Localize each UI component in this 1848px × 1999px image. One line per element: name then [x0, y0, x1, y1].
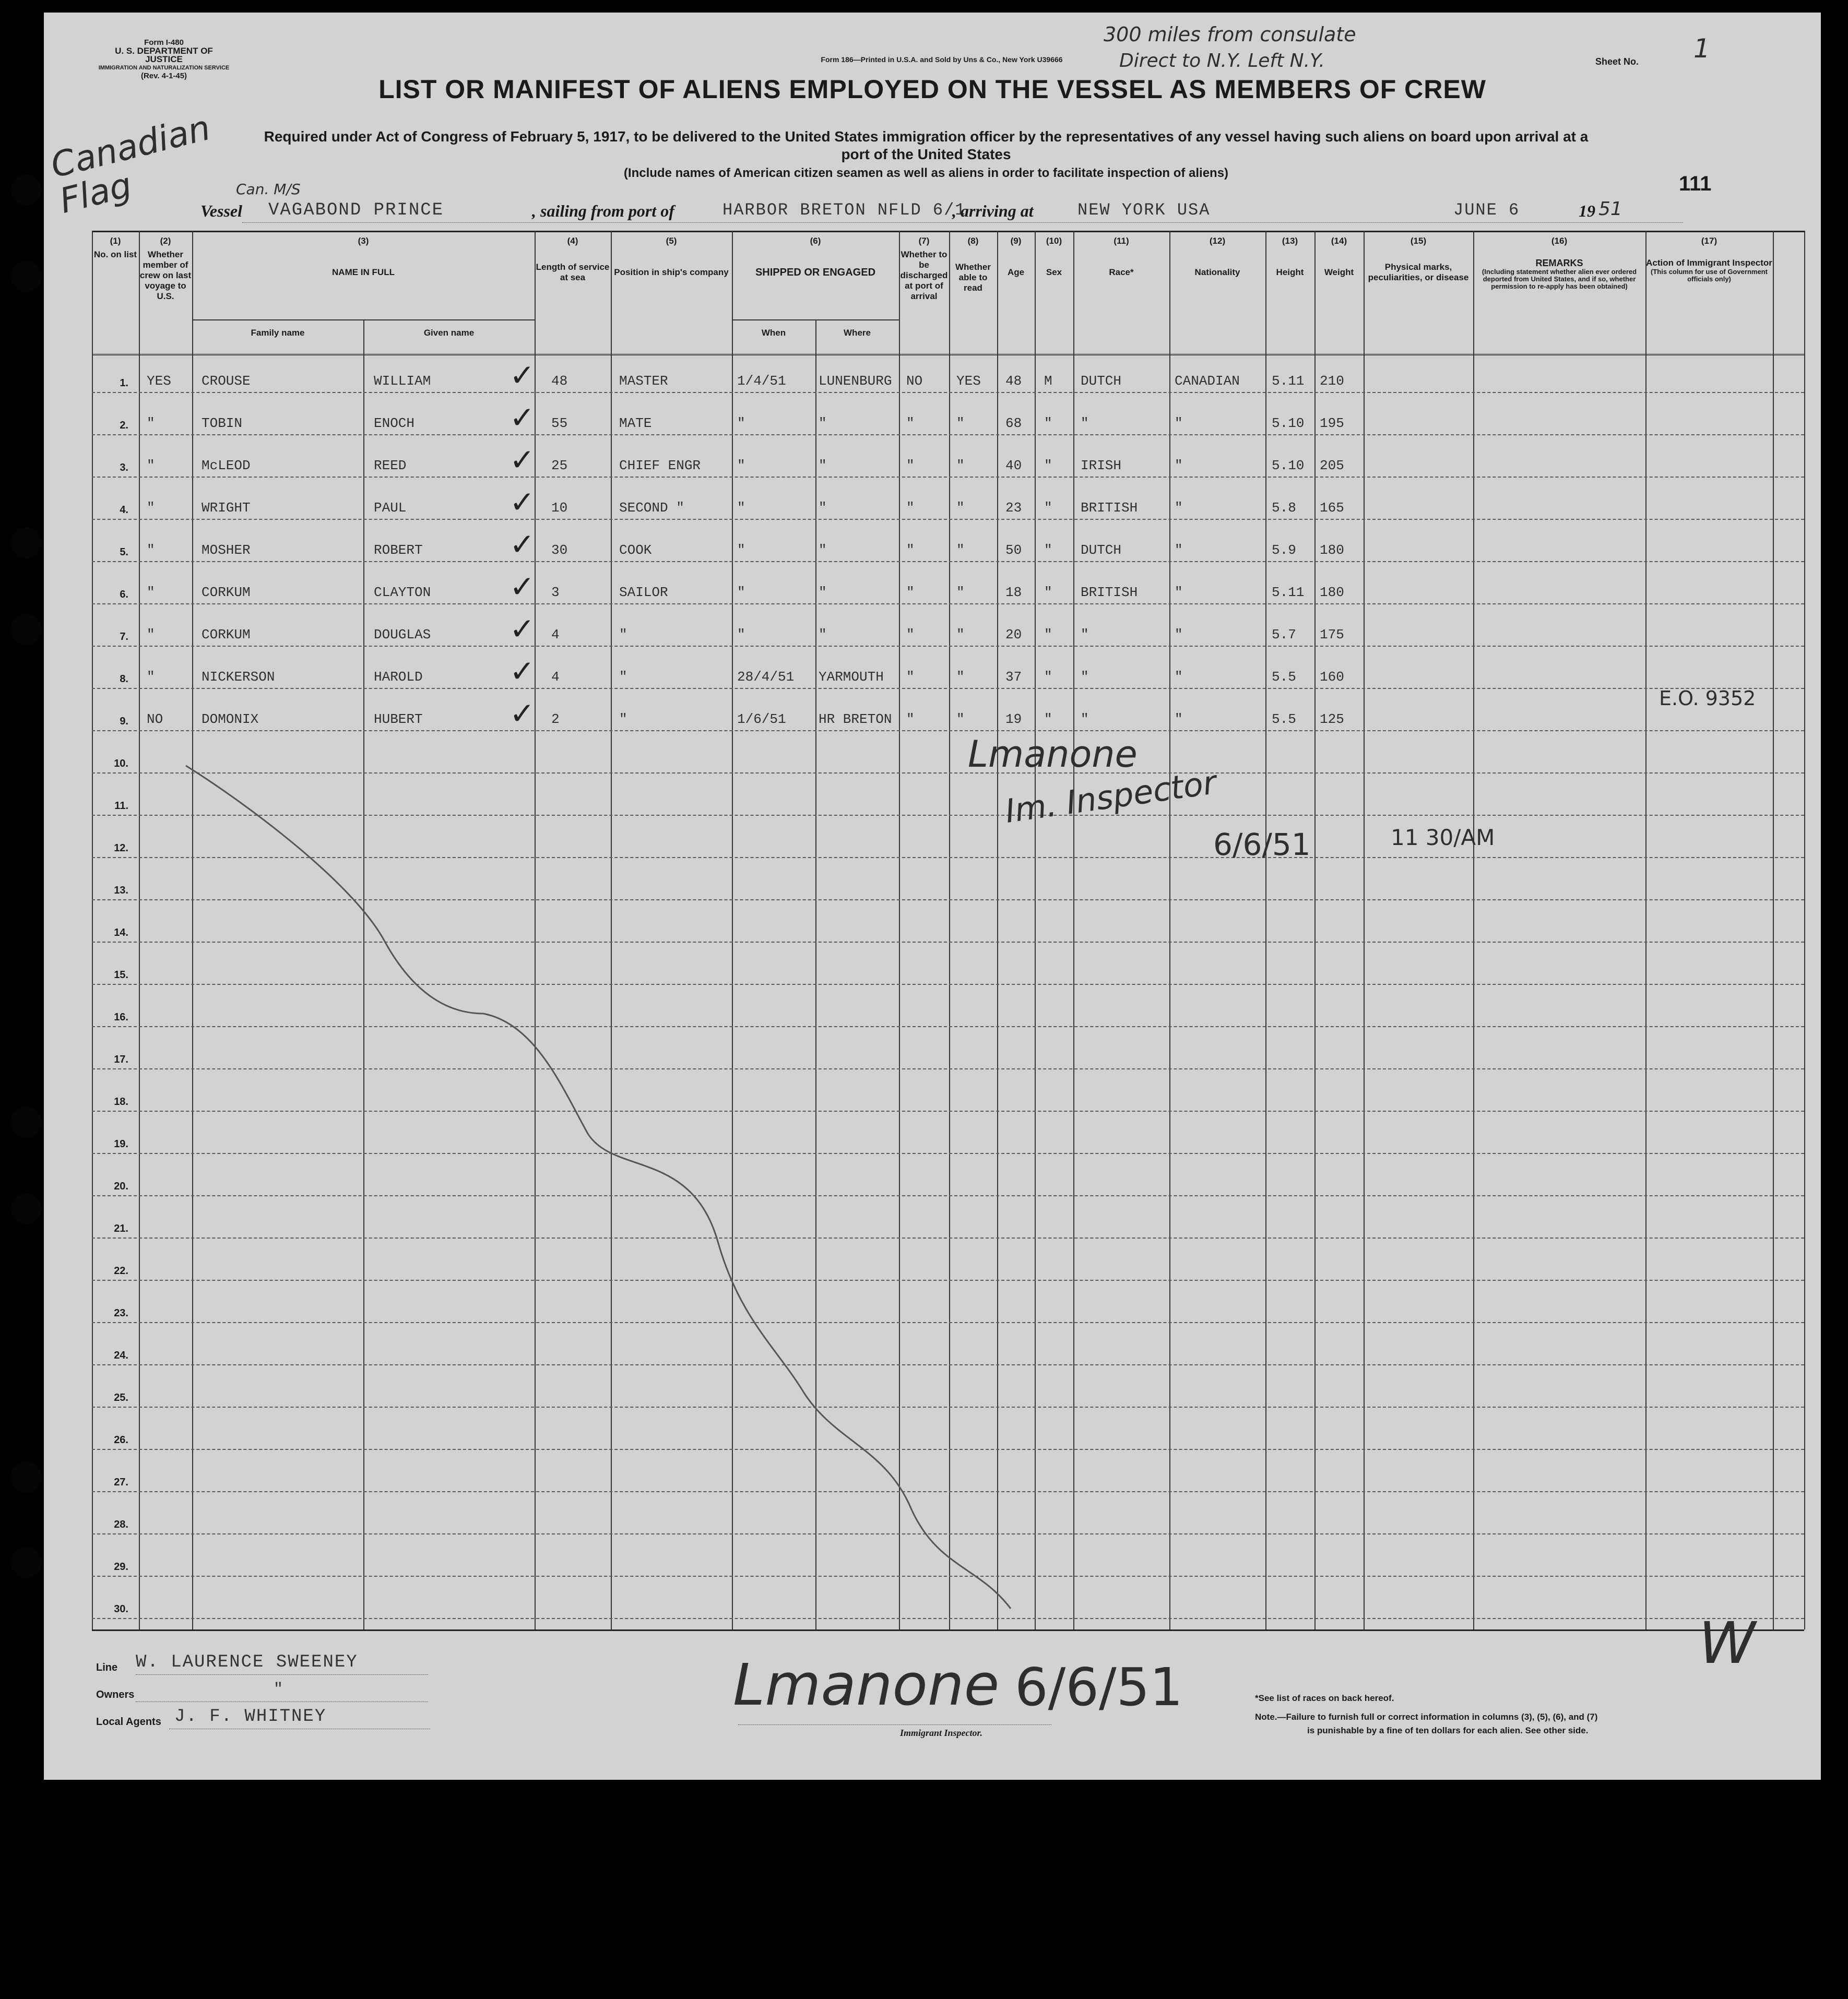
- cell-when: 1/6/51: [737, 711, 786, 727]
- cell-weight: 160: [1320, 669, 1344, 685]
- note-line-2: is punishable by a fine of ten dollars for each alien. See other side.: [1307, 1726, 1589, 1735]
- check-mark: ✓: [510, 358, 535, 393]
- cell-where: ": [819, 415, 827, 431]
- cell-position: ": [619, 669, 627, 685]
- cell-when: ": [737, 627, 745, 642]
- cell-service: 4: [551, 669, 560, 685]
- col-2-header: (2) Whether member of crew on last voyage to U.S.: [139, 236, 192, 301]
- cell-sex: M: [1044, 373, 1052, 389]
- cell-service: 30: [551, 542, 568, 558]
- cell-weight: 125: [1320, 711, 1344, 727]
- cell-position: MATE: [619, 415, 652, 431]
- cell-age: 23: [1005, 500, 1022, 516]
- cell-height: 5.9: [1272, 542, 1296, 558]
- col-10-header: (10) Sex: [1046, 236, 1062, 277]
- footer-signature: Lmanone: [733, 1651, 1000, 1718]
- col-1-header: (1) No. on list: [93, 236, 137, 259]
- cell-where: ": [819, 627, 827, 642]
- check-mark: ✓: [510, 442, 535, 478]
- cell-weight: 180: [1320, 542, 1344, 558]
- cell-height: 5.5: [1272, 711, 1296, 727]
- action-note: E.O. 9352: [1659, 687, 1756, 710]
- cell-where: HR BRETON: [819, 711, 892, 727]
- col-8-header: (8) Whether able to read: [955, 236, 991, 293]
- punch-hole: [10, 174, 42, 206]
- row-number: 8.: [120, 673, 128, 685]
- cell-position: COOK: [619, 542, 652, 558]
- check-mark: ✓: [510, 611, 535, 647]
- cell-sex: ": [1044, 415, 1052, 431]
- races-note: *See list of races on back hereof.: [1255, 1693, 1394, 1703]
- sheet-label: Sheet No.: [1595, 56, 1639, 67]
- cell-age: 48: [1005, 373, 1022, 389]
- cell-nationality: ": [1175, 585, 1183, 600]
- check-mark: ✓: [510, 400, 535, 435]
- row-number: 29.: [114, 1561, 128, 1573]
- cell-service: 3: [551, 585, 560, 600]
- col-6-header: (6) SHIPPED OR ENGAGED: [755, 236, 876, 278]
- row-number: 21.: [114, 1223, 128, 1234]
- cell-race: ": [1081, 669, 1089, 685]
- year-printed: 19: [1579, 201, 1595, 220]
- cell-race: ": [1081, 711, 1089, 727]
- col-13-header: (13) Height: [1276, 236, 1304, 277]
- cell-when: ": [737, 415, 745, 431]
- cell-read: ": [956, 627, 965, 642]
- col-7-header: (7) Whether to be discharged at port of arrival: [900, 236, 948, 301]
- cell-sex: ": [1044, 458, 1052, 473]
- cell-position: MASTER: [619, 373, 668, 389]
- row-number: 3.: [120, 462, 128, 473]
- crew-table: [92, 231, 1804, 1629]
- vessel-name: VAGABOND PRINCE: [268, 200, 444, 220]
- col-3-header: (3) NAME IN FULL: [332, 236, 395, 277]
- row-number: 22.: [114, 1265, 128, 1277]
- punch-hole: [10, 1461, 42, 1493]
- cell-nationality: ": [1175, 500, 1183, 516]
- col-5-header: (5) Position in ship's company: [614, 236, 729, 277]
- cell-prev: ": [147, 458, 155, 473]
- cell-read: ": [956, 542, 965, 558]
- cell-nationality: ": [1175, 711, 1183, 727]
- cell-read: ": [956, 711, 965, 727]
- cell-discharged: ": [906, 585, 915, 600]
- cell-position: CHIEF ENGR: [619, 458, 701, 473]
- cell-height: 5.5: [1272, 669, 1296, 685]
- initial-mark: W: [1699, 1610, 1756, 1676]
- cell-race: ": [1081, 415, 1089, 431]
- row-number: 19.: [114, 1138, 128, 1150]
- when-header: When: [761, 328, 786, 338]
- sailing-from: HARBOR BRETON NFLD 6/1: [722, 200, 966, 220]
- cell-prev: NO: [147, 711, 163, 727]
- cell-discharged: ": [906, 627, 915, 642]
- printer-line: Form 186—Printed in U.S.A. and Sold by Uns & Co., New York U39666: [821, 55, 1063, 64]
- row-number: 26.: [114, 1434, 128, 1446]
- cell-age: 20: [1005, 627, 1022, 642]
- cell-service: 10: [551, 500, 568, 516]
- cell-sex: ": [1044, 542, 1052, 558]
- cancel-line: [92, 231, 1804, 1629]
- cell-when: ": [737, 542, 745, 558]
- row-number: 7.: [120, 631, 128, 642]
- cell-where: ": [819, 500, 827, 516]
- family-name-header: Family name: [251, 328, 305, 338]
- cell-given: REED: [374, 458, 407, 473]
- row-number: 16.: [114, 1012, 128, 1023]
- footer-signature-date: 6/6/51: [1015, 1657, 1183, 1718]
- arriving-label: , arriving at: [952, 201, 1034, 220]
- cell-given: WILLIAM: [374, 373, 431, 389]
- line-value: W. LAURENCE SWEENEY: [136, 1652, 358, 1672]
- year-hand: 51: [1598, 198, 1622, 220]
- cell-prev: ": [147, 585, 155, 600]
- cell-sex: ": [1044, 500, 1052, 516]
- cell-service: 25: [551, 458, 568, 473]
- cell-height: 5.10: [1272, 458, 1305, 473]
- owners-value: ": [274, 1681, 285, 1698]
- cell-weight: 210: [1320, 373, 1344, 389]
- inspector-signature: Lmanone: [968, 733, 1138, 776]
- cell-nationality: ": [1175, 627, 1183, 642]
- cell-weight: 165: [1320, 500, 1344, 516]
- cell-read: ": [956, 669, 965, 685]
- cell-weight: 175: [1320, 627, 1344, 642]
- cell-height: 5.11: [1272, 373, 1305, 389]
- cell-position: SECOND ": [619, 500, 684, 516]
- inspection-time: 11 30/AM: [1391, 825, 1495, 850]
- cell-given: ROBERT: [374, 542, 423, 558]
- cell-discharged: ": [906, 542, 915, 558]
- owners-label: Owners: [96, 1689, 135, 1700]
- col-14-header: (14) Weight: [1324, 236, 1354, 277]
- row-number: 2.: [120, 420, 128, 431]
- row-number: 13.: [114, 885, 128, 896]
- check-mark: ✓: [510, 569, 535, 604]
- agents-label: Local Agents: [96, 1716, 161, 1728]
- cell-position: ": [619, 711, 627, 727]
- sheet-number: 1: [1693, 33, 1710, 64]
- cell-given: CLAYTON: [374, 585, 431, 600]
- required-line-1: Required under Act of Congress of February 5, 1917, to be delivered to the United States immigration officer by the representatives of any vessel having such aliens on board upon arrival at a: [264, 128, 1589, 145]
- punch-hole: [10, 614, 42, 645]
- cell-when: 1/4/51: [737, 373, 786, 389]
- cell-nationality: ": [1175, 458, 1183, 473]
- cell-age: 18: [1005, 585, 1022, 600]
- cell-age: 50: [1005, 542, 1022, 558]
- col-11-header: (11) Race*: [1109, 236, 1134, 277]
- cell-race: DUTCH: [1081, 373, 1122, 389]
- row-number: 14.: [114, 927, 128, 938]
- cell-where: LUNENBURG: [819, 373, 892, 389]
- cell-weight: 195: [1320, 415, 1344, 431]
- cell-height: 5.8: [1272, 500, 1296, 516]
- manifest-title: LIST OR MANIFEST OF ALIENS EMPLOYED ON THE VESSEL AS MEMBERS OF CREW: [378, 75, 1486, 104]
- flag-note: Canadian Flag: [46, 107, 215, 221]
- row-number: 12.: [114, 842, 128, 854]
- cell-family: NICKERSON: [202, 669, 275, 685]
- cell-age: 37: [1005, 669, 1022, 685]
- manifest-sheet: [44, 13, 1821, 1780]
- cell-prev: ": [147, 500, 155, 516]
- vessel-label: Vessel: [200, 201, 242, 220]
- cell-height: 5.10: [1272, 415, 1305, 431]
- vessel-underline: [242, 222, 1683, 223]
- cell-race: BRITISH: [1081, 585, 1138, 600]
- required-line-2: port of the United States: [841, 146, 1011, 162]
- cell-race: IRISH: [1081, 458, 1122, 473]
- cell-age: 68: [1005, 415, 1022, 431]
- cell-when: 28/4/51: [737, 669, 795, 685]
- row-number: 5.: [120, 546, 128, 558]
- row-number: 10.: [114, 758, 128, 769]
- row-number: 6.: [120, 589, 128, 600]
- col-17-header: (17) Action of Immigrant Inspector (This column for use of Government officials only): [1646, 236, 1772, 283]
- cell-where: ": [819, 542, 827, 558]
- check-mark: ✓: [510, 696, 535, 731]
- arriving-at: NEW YORK USA: [1077, 200, 1211, 220]
- cell-service: 48: [551, 373, 568, 389]
- service: IMMIGRATION AND NATURALIZATION SERVICE: [98, 65, 230, 71]
- cell-nationality: ": [1175, 415, 1183, 431]
- cell-discharged: ": [906, 669, 915, 685]
- cell-height: 5.11: [1272, 585, 1305, 600]
- cell-family: MOSHER: [202, 542, 251, 558]
- cell-when: ": [737, 458, 745, 473]
- column-rule: [1804, 231, 1805, 1629]
- agents-value: J. F. WHITNEY: [174, 1707, 327, 1727]
- row-number: 23.: [114, 1307, 128, 1319]
- cell-read: ": [956, 585, 965, 600]
- cell-where: YARMOUTH: [819, 669, 884, 685]
- row-number: 9.: [120, 716, 128, 727]
- cell-prev: ": [147, 627, 155, 642]
- consulate-note-2: Direct to N.Y. Left N.Y.: [1119, 50, 1325, 72]
- check-mark: ✓: [510, 653, 535, 689]
- cell-position: SAILOR: [619, 585, 668, 600]
- cell-family: CORKUM: [202, 627, 251, 642]
- cell-sex: ": [1044, 585, 1052, 600]
- row-number: 11.: [114, 800, 128, 812]
- cell-age: 40: [1005, 458, 1022, 473]
- cell-service: 4: [551, 627, 560, 642]
- punch-hole: [10, 1106, 42, 1138]
- cell-discharged: ": [906, 458, 915, 473]
- cell-race: DUTCH: [1081, 542, 1122, 558]
- given-name-header: Given name: [423, 328, 475, 338]
- cell-family: CORKUM: [202, 585, 251, 600]
- inspector-label: Immigrant Inspector.: [900, 1728, 983, 1738]
- cell-discharged: ": [906, 415, 915, 431]
- row-number: 27.: [114, 1477, 128, 1488]
- cell-race: ": [1081, 627, 1089, 642]
- cell-prev: ": [147, 669, 155, 685]
- cell-nationality: ": [1175, 669, 1183, 685]
- cell-prev: ": [147, 415, 155, 431]
- inspection-date: 6/6/51: [1213, 827, 1311, 862]
- row-number: 20.: [114, 1181, 128, 1192]
- cell-family: WRIGHT: [202, 500, 251, 516]
- where-header: Where: [844, 328, 871, 338]
- consulate-note-1: 300 miles from consulate: [1104, 23, 1356, 46]
- cell-read: ": [956, 458, 965, 473]
- cell-read: ": [956, 415, 965, 431]
- col-9-header: (9) Age: [1007, 236, 1025, 277]
- cell-where: ": [819, 458, 827, 473]
- cell-family: McLEOD: [202, 458, 251, 473]
- form-number: Form I-480: [144, 38, 184, 47]
- include-line: (Include names of American citizen seamen as well as aliens in order to facilitate inspection of aliens): [623, 166, 1229, 180]
- cell-nationality: ": [1175, 542, 1183, 558]
- cell-service: 2: [551, 711, 560, 727]
- cell-weight: 205: [1320, 458, 1344, 473]
- punch-hole: [10, 1193, 42, 1224]
- cell-read: YES: [956, 373, 981, 389]
- sailing-label: , sailing from port of: [532, 201, 674, 220]
- cell-given: PAUL: [374, 500, 407, 516]
- cell-race: BRITISH: [1081, 500, 1138, 516]
- punch-hole: [10, 261, 42, 292]
- cell-family: DOMONIX: [202, 711, 259, 727]
- cell-discharged: ": [906, 711, 915, 727]
- row-number: 1.: [120, 377, 128, 389]
- col-4-header: (4) Length of service at sea: [536, 236, 610, 282]
- cell-given: DOUGLAS: [374, 627, 431, 642]
- cell-when: ": [737, 585, 745, 600]
- cell-sex: ": [1044, 711, 1052, 727]
- cell-prev: YES: [147, 373, 171, 389]
- row-number: 28.: [114, 1519, 128, 1530]
- check-mark: ✓: [510, 527, 535, 562]
- cell-height: 5.7: [1272, 627, 1296, 642]
- row-number: 18.: [114, 1096, 128, 1108]
- revision: (Rev. 4-1-45): [140, 72, 187, 80]
- cell-age: 19: [1005, 711, 1022, 727]
- row-number: 4.: [120, 504, 128, 516]
- cell-where: ": [819, 585, 827, 600]
- cell-family: CROUSE: [202, 373, 251, 389]
- row-number: 25.: [114, 1392, 128, 1403]
- cell-family: TOBIN: [202, 415, 243, 431]
- cell-discharged: NO: [906, 373, 923, 389]
- check-mark: ✓: [510, 484, 535, 520]
- department: U. S. DEPARTMENT OF JUSTICE: [115, 46, 213, 64]
- line-label: Line: [96, 1662, 118, 1673]
- cell-given: ENOCH: [374, 415, 415, 431]
- cell-given: HUBERT: [374, 711, 423, 727]
- cell-when: ": [737, 500, 745, 516]
- cell-weight: 180: [1320, 585, 1344, 600]
- punch-hole: [10, 1547, 42, 1578]
- cell-nationality: CANADIAN: [1175, 373, 1240, 389]
- row-number: 30.: [114, 1603, 128, 1615]
- arrival-date: JUNE 6: [1453, 200, 1520, 220]
- cell-sex: ": [1044, 669, 1052, 685]
- row-number: 15.: [114, 969, 128, 981]
- col-12-header: (12) Nationality: [1194, 236, 1240, 277]
- inspector-title: Im. Inspector: [1002, 763, 1219, 830]
- col-16-header: (16) REMARKS (Including statement whether alien ever ordered deported from United States, and if so, whether permission to re-apply has been obtained): [1482, 236, 1637, 290]
- punch-hole: [10, 527, 42, 558]
- cell-given: HAROLD: [374, 669, 423, 685]
- row-number: 24.: [114, 1350, 128, 1361]
- cell-sex: ": [1044, 627, 1052, 642]
- cell-service: 55: [551, 415, 568, 431]
- page-number: 111: [1679, 172, 1712, 195]
- vessel-prefix: Can. M/S: [236, 181, 301, 198]
- cell-read: ": [956, 500, 965, 516]
- cell-prev: ": [147, 542, 155, 558]
- row-number: 17.: [114, 1054, 128, 1065]
- cell-discharged: ": [906, 500, 915, 516]
- col-15-header: (15) Physical marks, peculiarities, or disease: [1368, 236, 1469, 282]
- cell-position: ": [619, 627, 627, 642]
- note-line-1: Note.—Failure to furnish full or correct information in columns (3), (5), (6), and (7): [1255, 1712, 1598, 1722]
